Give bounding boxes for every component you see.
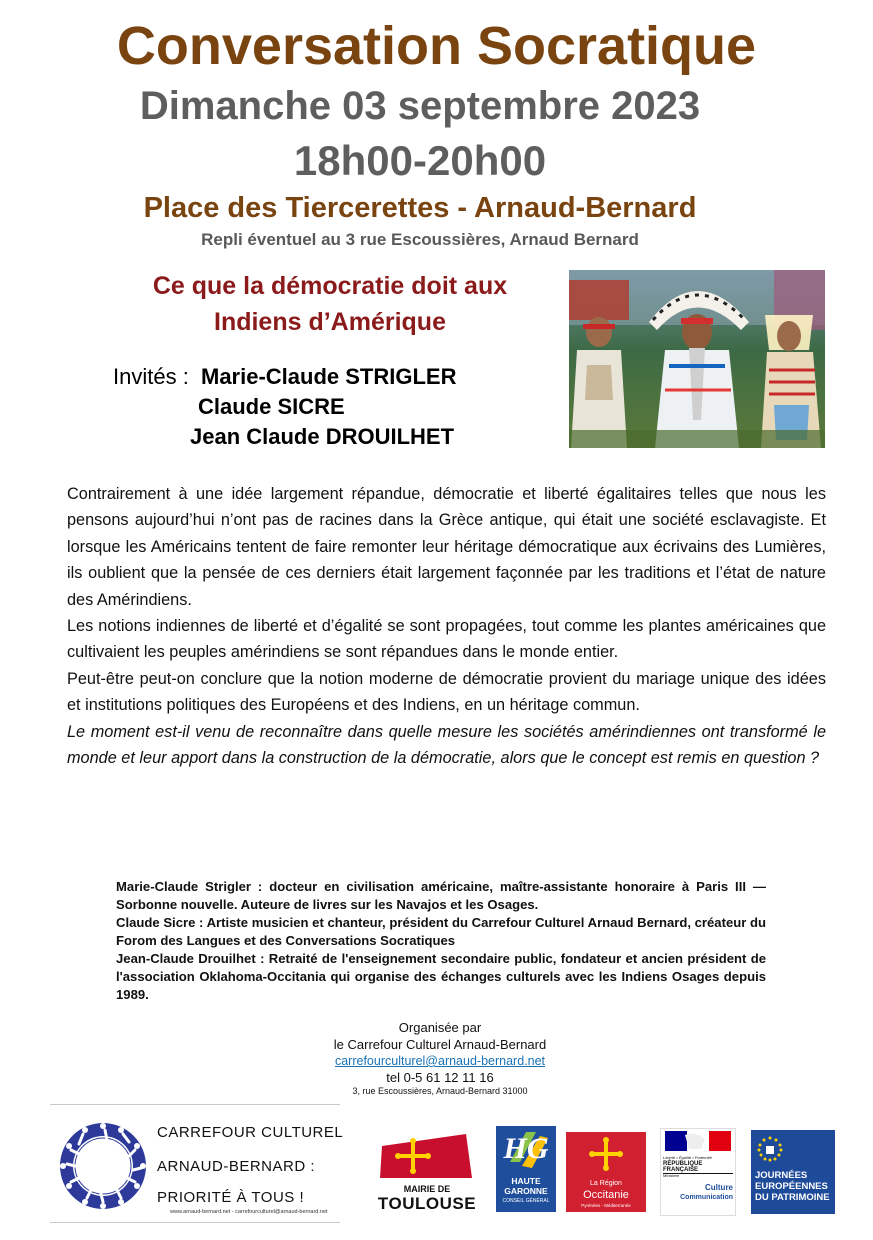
- hg-label-3: CONSEIL GÉNÉRAL: [502, 1198, 550, 1204]
- topic-line-2: Indiens d’Amérique: [214, 308, 446, 336]
- native-americans-photo: [569, 270, 825, 448]
- rf-ministere: Ministère: [663, 1173, 680, 1178]
- organizer-phone: tel 0-5 61 12 11 16: [386, 1070, 494, 1085]
- photo-illustration: [569, 270, 825, 448]
- bio-strigler: Marie-Claude Strigler : docteur en civilisation américaine, maître-assistante honoraire à Paris III — Sorbonne nouvelle. Auteure de livres sur les Navajos et les Osages.: [116, 879, 766, 912]
- description-paragraph: Les notions indiennes de liberté et d’égalité se sont propagées, tout comme les plantes américaines que cultivaient les peuples amérindiens se sont répandues dans le monde entier.: [67, 617, 826, 662]
- bio-sicre: Claude Sicre : Artiste musicien et chanteur, président du Carrefour Culturel Arnaud Bernard, créateur du Forom des Langues et des Conversations Socratiques: [116, 915, 766, 948]
- jep-label-1: JOURNÉES: [755, 1170, 808, 1181]
- organizer-address: 3, rue Escoussières, Arnaud-Bernard 31000: [352, 1086, 528, 1096]
- rf-culture: Culture: [705, 1183, 733, 1192]
- event-title: Conversation Socratique: [116, 16, 757, 76]
- marianne-flag-icon: [661, 1131, 735, 1153]
- event-date: Dimanche 03 septembre 2023: [139, 84, 701, 128]
- hg-mark-icon: [496, 1126, 556, 1172]
- event-description: [67, 481, 826, 771]
- jep-label-3: DU PATRIMOINE: [755, 1192, 830, 1203]
- hg-label-1: HAUTE: [511, 1176, 541, 1186]
- description-question: Le moment est-il venu de reconnaître dans quelle mesure les sociétés amérindiennes ont transformé le monde et leur apport dans la construction de la démocratie, alors que le concept est remis en question ?: [67, 722, 826, 768]
- hg-label-2: GARONNE: [504, 1186, 548, 1196]
- ministere-culture-logo: [660, 1128, 736, 1216]
- description-paragraph: Peut-être peut-on conclure que la notion moderne de démocratie provient du mariage unique des idées et institutions politiques des Européens et des Indiens, en un héritage commun.: [67, 669, 826, 715]
- dancers-circle-icon: [55, 1118, 151, 1214]
- divider: [50, 1104, 340, 1105]
- speaker-bios: [116, 878, 766, 1004]
- carrefour-url: www.arnaud-bernard.net - carrefourculturel@arnaud-bernard.net: [170, 1209, 328, 1215]
- rf-communication: Communication: [680, 1194, 733, 1201]
- occitan-cross-icon: [566, 1132, 646, 1178]
- event-time: 18h00-20h00: [293, 137, 547, 184]
- jep-label-2: EUROPÉENNES: [755, 1181, 828, 1192]
- topic-title: [90, 268, 570, 340]
- carrefour-line-1: CARREFOUR CULTUREL: [157, 1124, 344, 1141]
- rf-motto: Liberté • Égalité • Fraternité: [663, 1155, 712, 1160]
- carrefour-line-2: ARNAUD-BERNARD :: [157, 1158, 316, 1175]
- description-paragraph: Contrairement à une idée largement répandue, démocratie et liberté égalitaires telles que nous les pensons aujourd’hui n’ont pas de racines dans la Grèce antique, qui était une société esclavagiste. Et lorsque les Américains tentent de faire remonter leur héritage démocratique aux écrivains des Lumières, ils oublient que la pensée de ces derniers était largement façonnée par les traditions et l’état de nature des Amérindiens.: [67, 485, 826, 609]
- haute-garonne-logo: [496, 1126, 556, 1212]
- topic-line-1: Ce que la démocratie doit aux: [152, 272, 508, 300]
- toulouse-label-1: MAIRIE DE: [403, 1184, 451, 1194]
- organizer-email-link[interactable]: carrefourculturel@arnaud-bernard.net: [334, 1054, 546, 1068]
- jep-logo: [751, 1130, 835, 1214]
- occitanie-label-1: La Région: [590, 1180, 622, 1187]
- rf-label: RÉPUBLIQUE FRANÇAISE: [663, 1161, 733, 1174]
- guest-name: Claude SICRE: [198, 394, 345, 419]
- hg-letters: HG: [503, 1132, 549, 1165]
- guest-name: Marie-Claude STRIGLER: [201, 364, 457, 389]
- organizer-name: le Carrefour Culturel Arnaud-Bernard: [333, 1037, 547, 1052]
- fallback-location: Repli éventuel au 3 rue Escoussières, Arnaud Bernard: [201, 230, 639, 249]
- guests-label: Invités :: [113, 364, 189, 389]
- divider: [50, 1222, 340, 1223]
- guest-name: Jean Claude DROUILHET: [190, 424, 455, 449]
- carrefour-culturel-logo: [55, 1118, 151, 1214]
- region-occitanie-logo: [566, 1132, 646, 1212]
- occitan-cross-icon: [376, 1132, 478, 1182]
- bio-drouilhet: Jean-Claude Drouilhet : Retraité de l'enseignement secondaire public, fondateur et ancien président de l'association Oklahoma-Occitania qui organise des échanges culturels avec les Indiens Osages depuis 1989.: [116, 951, 766, 1002]
- event-place: Place des Tiercerettes - Arnaud-Bernard: [143, 192, 697, 224]
- toulouse-label-2: TOULOUSE: [377, 1194, 477, 1213]
- occitanie-label-3: Pyrénées - Méditerranée: [581, 1203, 631, 1208]
- mairie-toulouse-logo: [376, 1132, 478, 1214]
- occitanie-label-2: Occitanie: [583, 1189, 629, 1201]
- organizer-label: Organisée par: [398, 1020, 482, 1035]
- carrefour-line-3: PRIORITÉ À TOUS !: [157, 1189, 305, 1206]
- eu-stars-icon: [755, 1134, 785, 1164]
